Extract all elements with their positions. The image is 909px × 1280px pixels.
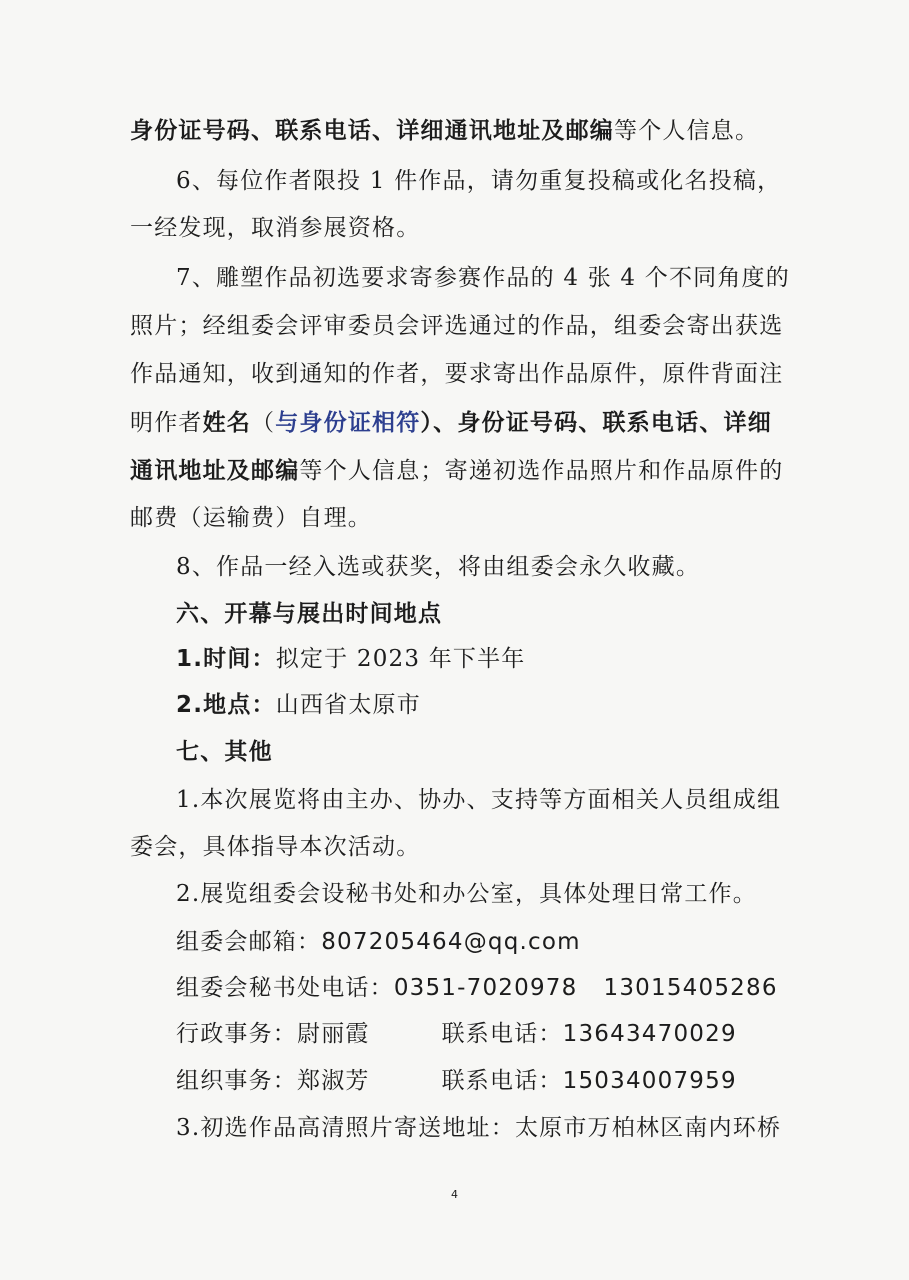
bold-text: 身份证号码、联系电话、详细通讯地址及邮编	[130, 118, 614, 144]
email-value: 807205464@qq.com	[321, 929, 581, 955]
page-number: 4	[451, 1188, 458, 1201]
phone-value: 0351-7020978	[393, 975, 578, 1001]
text: 等个人信息。	[614, 118, 760, 144]
text: （	[251, 410, 276, 436]
text: 明作者	[130, 410, 203, 436]
item-6-line-2: 一经发现，取消参展资格。	[130, 215, 421, 241]
time-line	[176, 644, 791, 674]
section-heading-7: 七、其他	[176, 739, 273, 765]
contact-name: 组织事务：郑淑芳	[176, 1068, 370, 1094]
admin-contact-line	[176, 1019, 791, 1049]
item-7-line-1: 7、雕塑作品初选要求寄参赛作品的 4 张 4 个不同角度的	[176, 265, 790, 291]
org-contact-line	[176, 1066, 791, 1096]
phone-value: 15034007959	[562, 1068, 737, 1094]
text: 山西省太原市	[275, 692, 421, 718]
item-7-line-3: 作品通知，收到通知的作者，要求寄出作品原件，原件背面注	[130, 361, 784, 387]
address-line: 3.初选作品高清照片寄送地址：太原市万柏林区南内环桥	[176, 1115, 782, 1141]
item-8-line: 8、作品一经入选或获奖，将由组委会永久收藏。	[176, 554, 701, 580]
bold-text: 姓名	[202, 410, 252, 436]
item-7-line-4	[130, 408, 790, 438]
location-line	[176, 690, 791, 720]
bold-text: 1.时间：	[176, 646, 276, 672]
text: 等个人信息；寄递初选作品照片和作品原件的	[299, 458, 784, 484]
phone-value: 13643470029	[562, 1021, 737, 1047]
bold-text: 2.地点：	[176, 692, 276, 718]
email-line	[176, 927, 791, 957]
item-7-line-5	[130, 456, 790, 486]
item-7-line-6: 邮费（运输费）自理。	[130, 505, 372, 531]
item-6-line-1: 6、每位作者限投 1 件作品，请勿重复投稿或化名投稿，	[176, 168, 782, 194]
item-7-line-2: 照片；经组委会评审委员会评选通过的作品，组委会寄出获选	[130, 313, 784, 339]
other-1-line-1: 1.本次展览将由主办、协办、支持等方面相关人员组成组	[176, 787, 782, 813]
bold-text: ）、身份证号码、联系电话、详细	[420, 410, 772, 436]
phone-label: 组委会秘书处电话：	[176, 975, 394, 1001]
other-2-line: 2.展览组委会设秘书处和办公室，具体处理日常工作。	[176, 881, 757, 907]
phone-label: 联系电话：	[441, 1068, 563, 1094]
secretariat-phone-line	[176, 973, 791, 1003]
bold-text: 通讯地址及邮编	[130, 458, 300, 484]
email-label: 组委会邮箱：	[176, 929, 322, 955]
other-1-line-2: 委会，具体指导本次活动。	[130, 834, 421, 860]
phone-value: 13015405286	[603, 975, 778, 1001]
text: 拟定于 2023 年下半年	[275, 646, 526, 672]
phone-label: 联系电话：	[441, 1021, 563, 1047]
highlighted-text: 与身份证相符	[275, 410, 421, 436]
contact-name: 行政事务：尉丽霞	[176, 1021, 370, 1047]
section-heading-6: 六、开幕与展出时间地点	[176, 601, 443, 627]
line-personal-info	[130, 116, 790, 146]
